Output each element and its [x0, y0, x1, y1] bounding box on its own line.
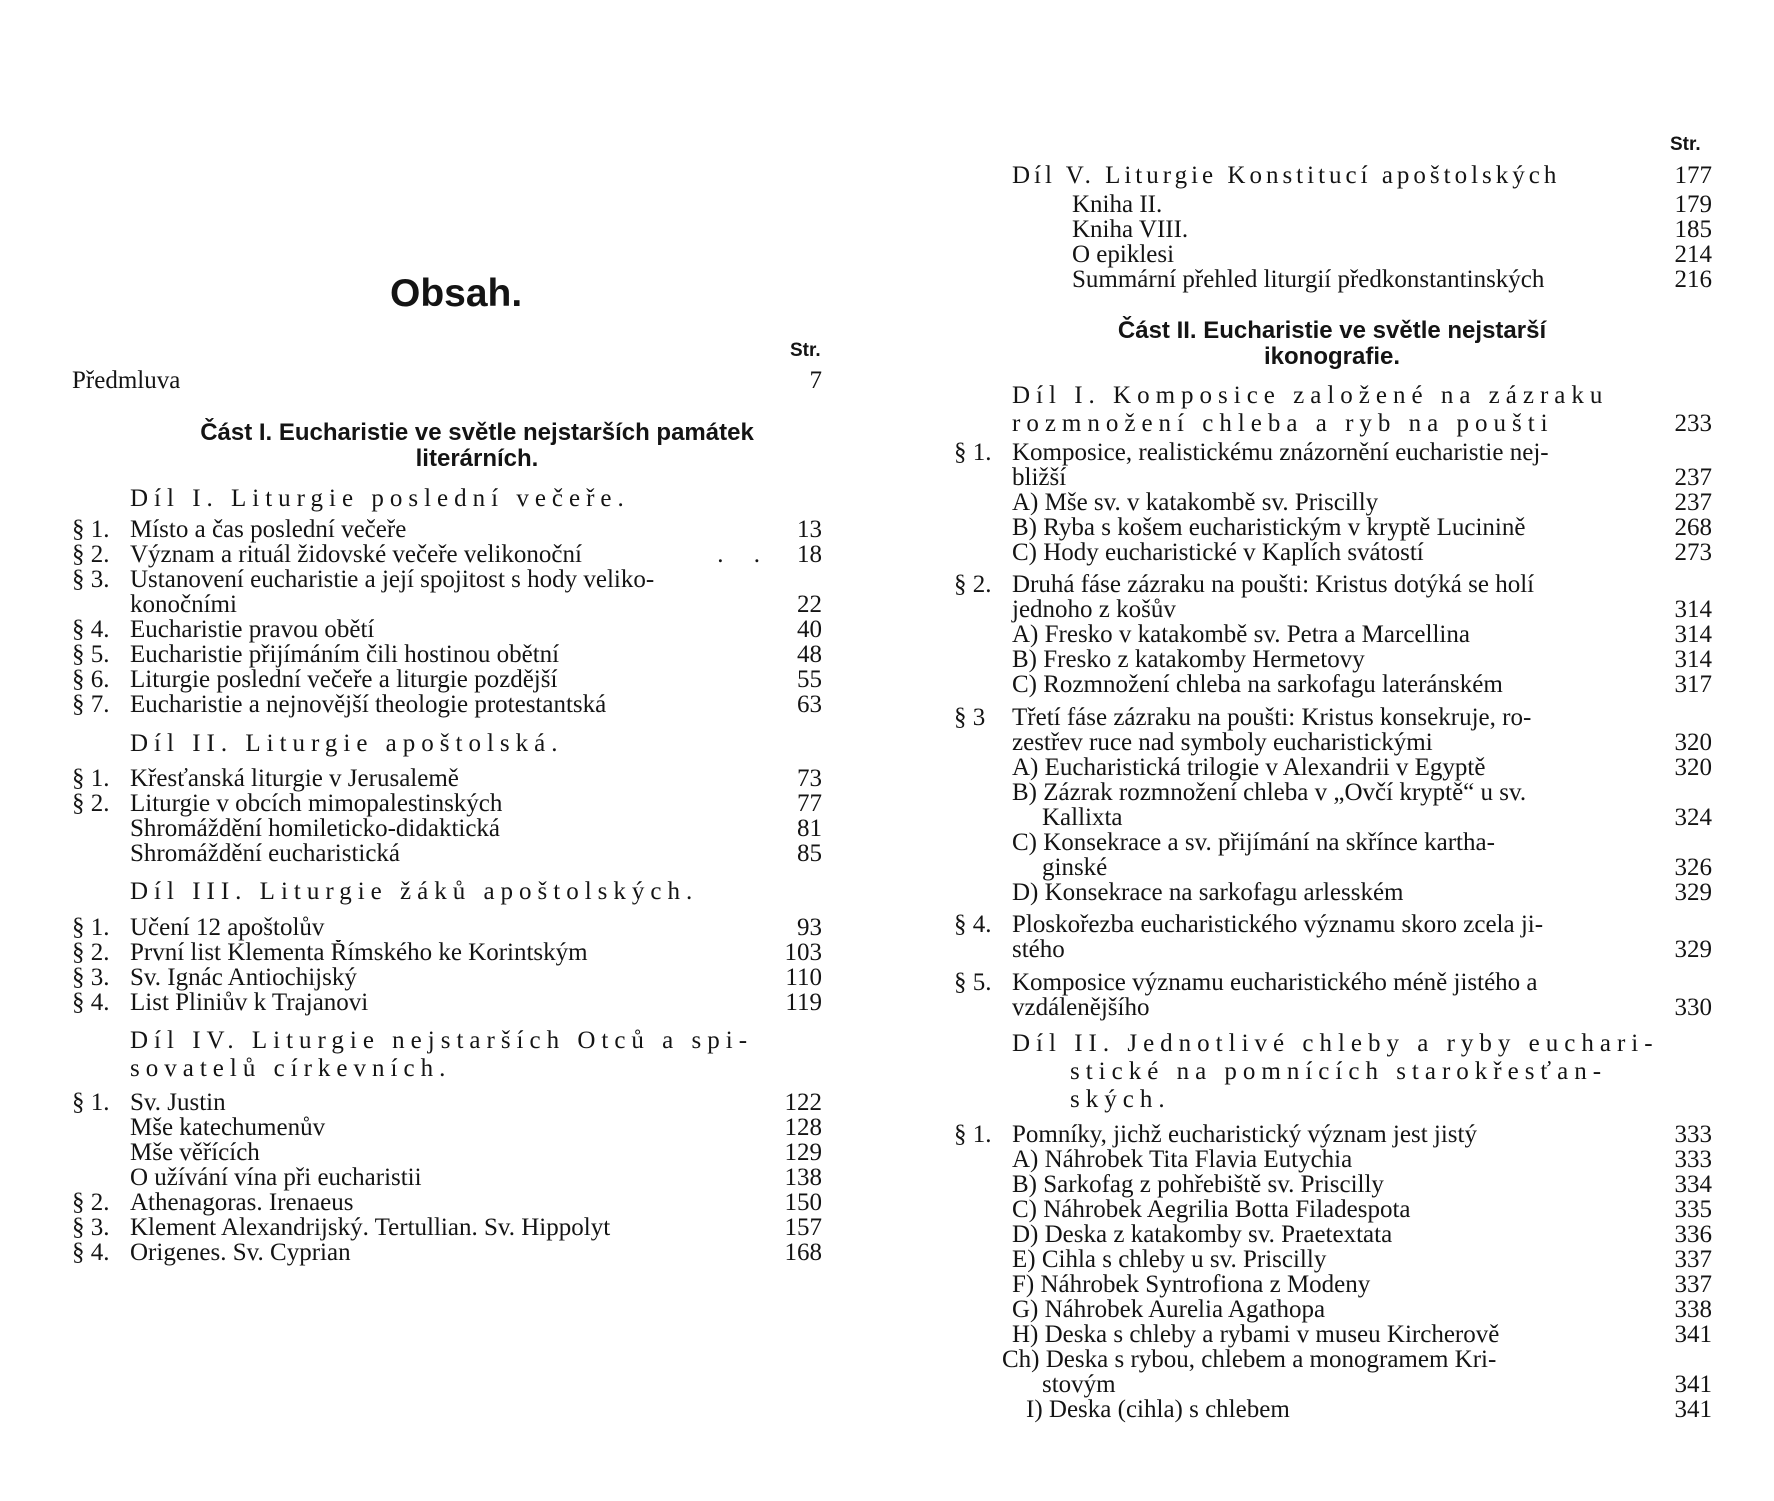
entry-page: 341	[1674, 1396, 1712, 1423]
entry-text: Pomníky, jichž eucharistický význam jest jistý	[1012, 1122, 1477, 1148]
toc-entry	[954, 1122, 1712, 1148]
toc-entry	[72, 1140, 822, 1166]
entry-page: 18	[797, 541, 822, 568]
section-heading-line: Díl II. Jednotlivé chleby a ryby euchari-	[1012, 1030, 1659, 1057]
entry-text: Klement Alexandrijský. Tertullian. Sv. Hippolyt	[130, 1215, 611, 1241]
paragraph-mark: § 2.	[954, 571, 992, 598]
entry-page: 337	[1674, 1246, 1712, 1273]
toc-entry	[1012, 1297, 1712, 1323]
paragraph-mark: § 7.	[72, 691, 110, 718]
entry-page: 179	[1674, 191, 1712, 218]
entry-text: stého	[1012, 936, 1065, 963]
entry-page: 333	[1674, 1146, 1712, 1173]
preface-entry	[72, 368, 822, 394]
entry-page: 317	[1674, 671, 1712, 698]
entry-text: Ustanovení eucharistie a její spojitost s hody veliko-	[130, 566, 655, 593]
section-heading: Díl I. Liturgie poslední večeře.	[130, 485, 630, 512]
entry-text: zestřev ruce nad symboly eucharistickými	[1012, 729, 1433, 756]
toc-entry	[72, 692, 822, 718]
entry-text: Sv. Justin	[130, 1090, 226, 1116]
toc-entry	[954, 440, 1712, 490]
entry-page: 22	[797, 591, 822, 618]
toc-entry	[72, 915, 822, 941]
str-label: Str.	[790, 340, 821, 361]
toc-entry	[954, 912, 1712, 962]
entry-text: C) Náhrobek Aegrilia Botta Filadespota	[1012, 1197, 1411, 1223]
entry-text: Ploskořezba eucharistického významu skoro zcela ji-	[1012, 911, 1544, 938]
entry-text-continuation	[1012, 730, 1712, 755]
entry-page: 333	[1674, 1121, 1712, 1148]
toc-entry	[1012, 672, 1712, 698]
entry-text: bližší	[1012, 464, 1067, 491]
toc-entry	[72, 567, 822, 617]
entry-page: 237	[1674, 489, 1712, 516]
entry-text: Místo a čas poslední večeře	[130, 517, 407, 543]
entry-page: 233	[1674, 410, 1712, 437]
entry-page: 336	[1674, 1221, 1712, 1248]
toc-entry	[1012, 1272, 1712, 1298]
entry-text: G) Náhrobek Aurelia Agathopa	[1012, 1297, 1326, 1323]
paragraph-mark: § 5.	[72, 641, 110, 668]
entry-text: C) Hody eucharistické v Kaplích svátostí	[1012, 540, 1424, 566]
entry-text: O epiklesi	[1072, 242, 1175, 268]
paragraph-mark: § 1.	[72, 914, 110, 941]
toc-entry	[1012, 1147, 1712, 1173]
part-heading-line: Část II. Eucharistie ve světle nejstarší	[1117, 317, 1547, 344]
toc-entry	[1012, 647, 1712, 673]
toc-entry	[72, 1115, 822, 1141]
entry-text: konočními	[130, 591, 237, 618]
toc-entry	[1012, 1222, 1712, 1248]
paragraph-mark: § 3.	[72, 964, 110, 991]
section-heading-text: rozmnožení chleba a ryb na poušti	[1012, 410, 1554, 437]
section-heading: Díl III. Liturgie žáků apoštolských.	[130, 878, 699, 905]
entry-page: 335	[1674, 1196, 1712, 1223]
entry-page: 314	[1674, 621, 1712, 648]
paragraph-mark: § 1.	[954, 439, 992, 466]
entry-text: Summární přehled liturgií předkonstantinských	[1072, 267, 1545, 293]
toc-entry	[72, 1215, 822, 1241]
entry-text: Kallixta	[1042, 804, 1123, 831]
entry-page: 81	[797, 815, 822, 842]
section-heading-line: Díl I. Komposice založené na zázraku	[1012, 382, 1609, 409]
page-title: Obsah.	[390, 272, 523, 315]
toc-entry	[72, 1090, 822, 1116]
part-heading-line: Část I. Eucharistie ve světle nejstarších památek	[200, 419, 754, 446]
entry-page: 330	[1674, 994, 1712, 1021]
entry-text: Kniha VIII.	[1072, 217, 1189, 243]
toc-entry	[1072, 267, 1712, 293]
entry-page: 324	[1674, 804, 1712, 831]
toc-entry	[1012, 880, 1712, 906]
toc-entry	[72, 940, 822, 966]
toc-entry	[1072, 242, 1712, 268]
entry-text: Shromáždění homileticko-didaktická	[130, 816, 501, 842]
entry-text: A) Mše sv. v katakombě sv. Priscilly	[1012, 490, 1379, 516]
entry-page: 341	[1674, 1371, 1712, 1398]
toc-entry	[1012, 755, 1712, 781]
entry-text: D) Deska z katakomby sv. Praetextata	[1012, 1222, 1393, 1248]
entry-text: C) Rozmnožení chleba na sarkofagu lateránském	[1012, 672, 1503, 698]
toc-entry	[72, 1240, 822, 1266]
toc-entry	[1012, 780, 1712, 830]
paragraph-mark: § 5.	[954, 969, 992, 996]
entry-text: Origenes. Sv. Cyprian	[130, 1240, 351, 1266]
entry-text: F) Náhrobek Syntrofiona z Modeny	[1012, 1272, 1371, 1298]
entry-page: 314	[1674, 596, 1712, 623]
entry-text: Třetí fáse zázraku na poušti: Kristus konsekruje, ro-	[1012, 704, 1532, 731]
entry-page: 63	[797, 691, 822, 718]
toc-entry	[72, 542, 822, 568]
paragraph-mark: § 2.	[72, 1189, 110, 1216]
paragraph-mark: § 2.	[72, 790, 110, 817]
entry-text: A) Eucharistická trilogie v Alexandrii v Egyptě	[1012, 755, 1486, 781]
toc-entry	[72, 1165, 822, 1191]
entry-page: 320	[1674, 729, 1712, 756]
entry-page: 185	[1674, 216, 1712, 243]
toc-entry	[1012, 515, 1712, 541]
paragraph-mark: § 3.	[72, 566, 110, 593]
toc-entry	[954, 970, 1712, 1020]
entry-text: Předmluva	[72, 368, 181, 394]
entry-page: 40	[797, 616, 822, 643]
leader-dots: . .	[717, 541, 772, 568]
entry-page: 329	[1674, 879, 1712, 906]
entry-text: Kniha II.	[1072, 192, 1163, 218]
entry-text: I) Deska (cihla) s chlebem	[1026, 1397, 1290, 1423]
entry-page: 214	[1674, 241, 1712, 268]
entry-text: H) Deska s chleby a rybami v museu Kircherově	[1012, 1322, 1500, 1348]
toc-entry	[72, 816, 822, 842]
section-heading	[1012, 1030, 1659, 1114]
paragraph-mark: § 3.	[72, 1214, 110, 1241]
entry-text-continuation	[1042, 805, 1712, 830]
entry-page: 168	[784, 1239, 822, 1266]
part-heading	[132, 420, 822, 472]
entry-text: Liturgie poslední večeře a liturgie pozdější	[130, 667, 558, 693]
toc-entry	[72, 517, 822, 543]
entry-text: Eucharistie přijímáním čili hostinou obětní	[130, 642, 560, 668]
entry-text-continuation	[1042, 855, 1712, 880]
entry-page: 326	[1674, 854, 1712, 881]
entry-text: A) Fresko v katakombě sv. Petra a Marcellina	[1012, 622, 1470, 648]
entry-text: Athenagoras. Irenaeus	[130, 1190, 354, 1216]
toc-entry	[72, 667, 822, 693]
entry-page: 13	[797, 516, 822, 543]
entry-text: Křesťanská liturgie v Jerusalemě	[130, 766, 459, 792]
toc-entry	[954, 572, 1712, 622]
entry-page: 334	[1674, 1171, 1712, 1198]
entry-text: Komposice významu eucharistického méně jistého a	[1012, 969, 1538, 996]
toc-entry	[1012, 1172, 1712, 1198]
paragraph-mark: § 6.	[72, 666, 110, 693]
toc-entry	[72, 617, 822, 643]
entry-page: 314	[1674, 646, 1712, 673]
entry-page: 119	[785, 989, 822, 1016]
section-heading	[130, 1027, 753, 1083]
entry-page: 273	[1674, 539, 1712, 566]
entry-page: 122	[784, 1089, 822, 1116]
toc-entry	[1012, 622, 1712, 648]
entry-page: 48	[797, 641, 822, 668]
toc-entry	[1012, 830, 1712, 880]
toc-entry	[72, 841, 822, 867]
entry-page: 77	[797, 790, 822, 817]
entry-page: 338	[1674, 1296, 1712, 1323]
entry-text: Ch) Deska s rybou, chlebem a monogramem Kri-	[1002, 1346, 1497, 1373]
entry-text-continuation	[130, 592, 822, 617]
paragraph-mark: § 4.	[72, 989, 110, 1016]
section-heading-line	[1012, 410, 1712, 438]
section-heading	[1012, 382, 1712, 438]
entry-page: 329	[1674, 936, 1712, 963]
section-heading-line: ských.	[1070, 1086, 1171, 1113]
section-heading: Díl V. Liturgie Konstitucí apoštolských	[1012, 163, 1561, 189]
entry-page: 103	[784, 939, 822, 966]
entry-text-continuation	[1042, 1372, 1712, 1397]
paragraph-mark: § 4.	[72, 1239, 110, 1266]
toc-entry	[72, 791, 822, 817]
section-heading-line: sovatelů církevních.	[130, 1055, 452, 1082]
entry-text-continuation	[1012, 597, 1712, 622]
entry-page: 157	[784, 1214, 822, 1241]
paragraph-mark: § 1.	[72, 765, 110, 792]
toc-entry	[72, 990, 822, 1016]
entry-text: List Pliniův k Trajanovi	[130, 990, 369, 1016]
toc-entry	[1012, 490, 1712, 516]
entry-text: Význam a rituál židovské večeře velikonoční	[130, 542, 582, 568]
section-heading-entry	[1012, 163, 1712, 189]
section-heading: Díl II. Liturgie apoštolská.	[130, 730, 564, 757]
toc-entry	[1026, 1397, 1712, 1423]
toc-entry	[72, 1190, 822, 1216]
toc-entry	[1012, 1322, 1712, 1348]
entry-text-continuation	[1012, 995, 1712, 1020]
part-heading-line: literárních.	[415, 445, 539, 472]
entry-text: D) Konsekrace na sarkofagu arlesském	[1012, 880, 1404, 906]
entry-text: B) Sarkofag z pohřebiště sv. Priscilly	[1012, 1172, 1384, 1198]
entry-text-continuation	[1012, 465, 1712, 490]
entry-page: 7	[809, 367, 822, 394]
entry-text: Eucharistie a nejnovější theologie protestantská	[130, 692, 607, 718]
paragraph-mark: § 3	[954, 704, 986, 731]
entry-page: 268	[1674, 514, 1712, 541]
entry-text: ginské	[1042, 854, 1108, 881]
entry-text: E) Cihla s chleby u sv. Priscilly	[1012, 1247, 1327, 1273]
entry-page: 337	[1674, 1271, 1712, 1298]
entry-page: 341	[1674, 1321, 1712, 1348]
entry-text: Mše věřících	[130, 1140, 260, 1166]
entry-text: B) Zázrak rozmnožení chleba v „Ovčí kryptě“ u sv.	[1012, 779, 1527, 806]
entry-text: B) Fresko z katakomby Hermetovy	[1012, 647, 1365, 673]
toc-entry	[1012, 1197, 1712, 1223]
paragraph-mark: § 1.	[72, 516, 110, 543]
section-heading-line: stické na pomnících starokřesťan-	[1070, 1058, 1608, 1085]
entry-page: 85	[797, 840, 822, 867]
paragraph-mark: § 1.	[954, 1121, 992, 1148]
toc-entry	[72, 642, 822, 668]
paragraph-mark: § 4.	[954, 911, 992, 938]
entry-page: 129	[784, 1139, 822, 1166]
entry-text: C) Konsekrace a sv. přijímání na skřínce kartha-	[1012, 829, 1495, 856]
entry-page: 177	[1674, 162, 1712, 189]
entry-page: 237	[1674, 464, 1712, 491]
toc-entry	[1002, 1347, 1712, 1397]
entry-page: 93	[797, 914, 822, 941]
entry-text: Druhá fáse zázraku na poušti: Kristus dotýká se holí	[1012, 571, 1535, 598]
part-heading-line: ikonografie.	[1263, 343, 1401, 370]
entry-text: jednoho z košův	[1012, 596, 1176, 623]
toc-entry	[1012, 1247, 1712, 1273]
entry-page: 150	[784, 1189, 822, 1216]
entry-text: První list Klementa Římského ke Korintským	[130, 940, 588, 966]
entry-text: A) Náhrobek Tita Flavia Eutychia	[1012, 1147, 1353, 1173]
entry-text: Liturgie v obcích mimopalestinských	[130, 791, 503, 817]
entry-text: Komposice, realistickému znázornění eucharistie nej-	[1012, 439, 1549, 466]
entry-text: stovým	[1042, 1371, 1116, 1398]
entry-text: Učení 12 apoštolův	[130, 915, 325, 941]
toc-entry	[1072, 192, 1712, 218]
toc-entry	[72, 965, 822, 991]
entry-page: 55	[797, 666, 822, 693]
toc-entry	[1072, 217, 1712, 243]
paragraph-mark: § 1.	[72, 1089, 110, 1116]
paragraph-mark: § 2.	[72, 939, 110, 966]
entry-text: Eucharistie pravou obětí	[130, 617, 375, 643]
toc-entry	[954, 705, 1712, 755]
part-heading	[1012, 318, 1652, 370]
entry-text: Sv. Ignác Antiochijský	[130, 965, 357, 991]
entry-page: 128	[784, 1114, 822, 1141]
toc-entry	[72, 766, 822, 792]
str-label: Str.	[1670, 134, 1701, 155]
entry-text: Mše katechumenův	[130, 1115, 326, 1141]
entry-page: 138	[784, 1164, 822, 1191]
paragraph-mark: § 4.	[72, 616, 110, 643]
section-heading-line: Díl IV. Liturgie nejstarších Otců a spi-	[130, 1027, 754, 1054]
paragraph-mark: § 2.	[72, 541, 110, 568]
entry-page: 110	[785, 964, 822, 991]
entry-text-continuation	[1012, 937, 1712, 962]
entry-text: vzdálenějšího	[1012, 994, 1150, 1021]
entry-text: Shromáždění eucharistická	[130, 841, 401, 867]
entry-page: 73	[797, 765, 822, 792]
entry-text: B) Ryba s košem eucharistickým v kryptě Lucinině	[1012, 515, 1526, 541]
toc-entry	[1012, 540, 1712, 566]
entry-page: 216	[1674, 266, 1712, 293]
entry-page: 320	[1674, 754, 1712, 781]
entry-text: O užívání vína při eucharistii	[130, 1165, 422, 1191]
